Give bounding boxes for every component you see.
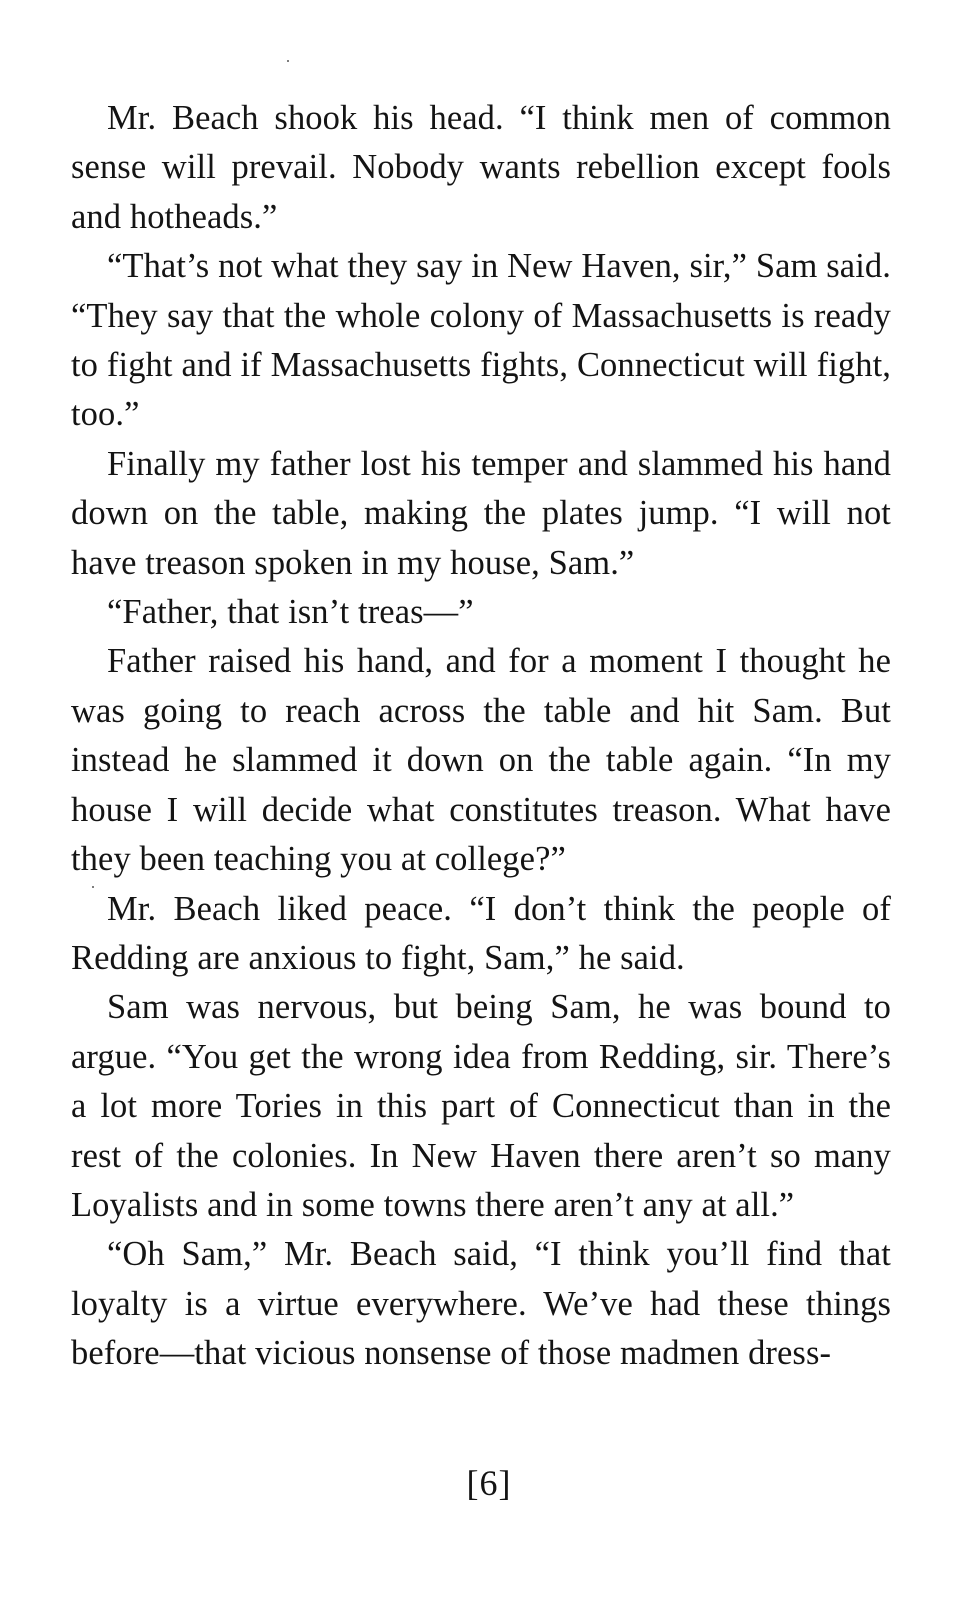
page-number: [6] [466,1463,512,1503]
paragraph: Mr. Beach shook his head. “I think men of common sense will prevail. Nobody wants rebellion except fools and hotheads.” [71,99,891,236]
paragraph: Finally my father lost his temper and slammed his hand down on the table, making the plates jump. “I will not have treason spoken in my house, Sam.” [71,444,891,582]
scan-speck [92,886,94,888]
paragraph: “That’s not what they say in New Haven, sir,” Sam said. “They say that the whole colony of Massachusetts is ready to fight and if Massachusetts fights, Connecticut will fight, too.” [71,247,891,434]
paragraph: “Oh Sam,” Mr. Beach said, “I think you’ll find that loyalty is a virtue everywhere. We’ve had these things before—that vicious nonsense of those madmen dress- [71,1235,891,1373]
paragraph: Mr. Beach liked peace. “I don’t think the people of Redding are anxious to fight, Sam,” he said. [71,889,891,977]
scan-speck [287,60,289,62]
paragraph: Father raised his hand, and for a moment I thought he was going to reach across the table and hit Sam. But instead he slammed it down on the table again. “In my house I will decide what constitutes treason. What have they been teaching you at college?” [71,642,891,879]
body-text [71,94,891,1379]
paragraph: “Father, that isn’t treas—” [107,593,474,632]
paragraph: Sam was nervous, but being Sam, he was bound to argue. “You get the wrong idea from Redding, sir. There’s a lot more Tories in this part of Connecticut than in the rest of the colonies. In New Haven there aren’t so many Loyalists and in some towns there aren’t any at all.” [71,988,891,1224]
